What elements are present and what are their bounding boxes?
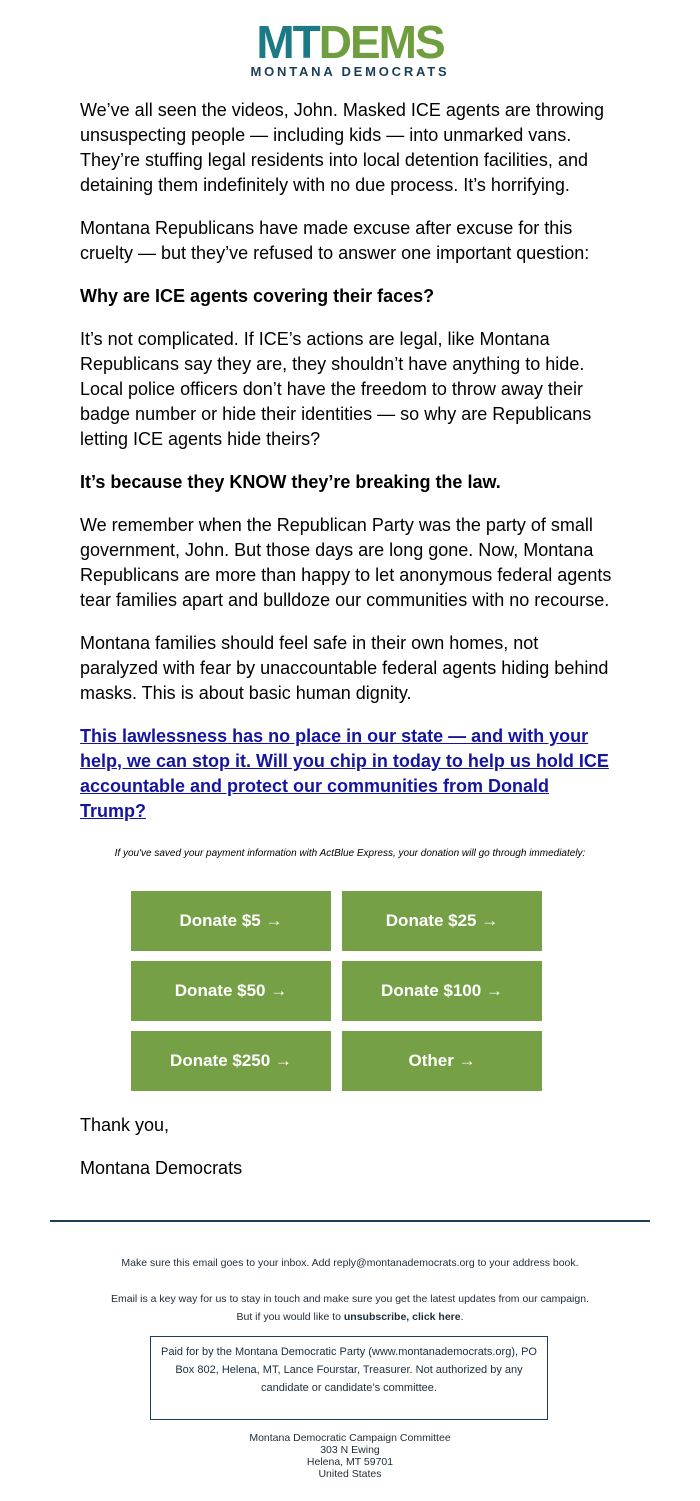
address-city: Helena, MT 59701	[306, 1456, 394, 1468]
inbox-note: Make sure this email goes to your inbox. Add reply@montanademocrats.org to your address book.	[121, 1257, 579, 1269]
address-country: United States	[318, 1468, 382, 1480]
paragraph-4: It’s not complicated. If ICE’s actions are legal, like Montana Republicans say they are, they shouldn’t have anything to hide. Local police officers don’t have the freedom to throw away their badge number or hide their identities — so why are Republicans letting ICE agents hide theirs?	[80, 329, 592, 449]
mailing-address	[0, 1432, 700, 1480]
signature: Montana Democrats	[80, 1158, 243, 1178]
logo-wordmark	[226, 16, 474, 68]
logo-dems: DEMS	[318, 16, 444, 68]
paragraph-1: We’ve all seen the videos, John. Masked ICE agents are throwing unsuspecting people — including kids — into unmarked vans. They’re stuffing legal residents into local detention facilities, and detaining them indefinitely with no due process. It’s horrifying.	[80, 100, 604, 195]
mt-dems-logo[interactable]	[226, 16, 474, 80]
paid-for-disclaimer: Paid for by the Montana Democratic Party (www.montanademocrats.org), PO Box 802, Helena, MT, Lance Fourstar, Treasurer. Not authorized by any candidate or candidate’s committee.	[150, 1336, 548, 1420]
cta-link[interactable]: This lawlessness has no place in our state — and with your help, we can stop it. Will you chip in today to help us hold ICE accountable and protect our communities from Donald Trump?	[80, 726, 609, 821]
address-street: 303 N Ewing	[320, 1444, 380, 1456]
donate-25-button[interactable]: Donate $25 →	[342, 891, 542, 951]
logo-subtitle: MONTANA DEMOCRATS	[250, 64, 450, 79]
paragraph-7: Montana families should feel safe in their own homes, not paralyzed with fear by unaccountable federal agents hiding behind masks. This is about basic human dignity.	[80, 633, 609, 703]
donate-other-button[interactable]: Other →	[342, 1031, 542, 1091]
logo-mt: MT	[256, 16, 319, 68]
address-org: Montana Democratic Campaign Committee	[249, 1432, 451, 1444]
bold-statement: It’s because they KNOW they’re breaking the law.	[80, 472, 501, 492]
unsubscribe-line	[0, 1308, 700, 1326]
keep-in-touch-note: Email is a key way for us to stay in touch and make sure you get the latest updates from our campaign.	[111, 1293, 589, 1305]
actblue-note: If you've saved your payment information with ActBlue Express, your donation will go through immediately:	[114, 848, 586, 859]
paragraph-6: We remember when the Republican Party was the party of small government, John. But those days are long gone. Now, Montana Republicans are more than happy to let anonymous federal agents tear families apart and bulldoze our communities with no recourse.	[80, 515, 612, 610]
paragraph-2: Montana Republicans have made excuse after excuse for this cruelty — but they’ve refused to answer one important question:	[80, 218, 590, 263]
email-body	[80, 98, 620, 842]
unsubscribe-link[interactable]: unsubscribe, click here	[343, 1311, 461, 1323]
donate-250-button[interactable]: Donate $250 →	[131, 1031, 331, 1091]
donate-50-button[interactable]: Donate $50 →	[131, 961, 331, 1021]
unsubscribe-suffix: .	[460, 1311, 464, 1323]
donate-100-button[interactable]: Donate $100 →	[342, 961, 542, 1021]
unsubscribe-prefix: But if you would like to	[236, 1311, 344, 1323]
bold-question: Why are ICE agents covering their faces?	[80, 286, 435, 306]
footer-divider	[50, 1220, 650, 1222]
thank-you: Thank you,	[80, 1115, 170, 1135]
donate-5-button[interactable]: Donate $5 →	[131, 891, 331, 951]
